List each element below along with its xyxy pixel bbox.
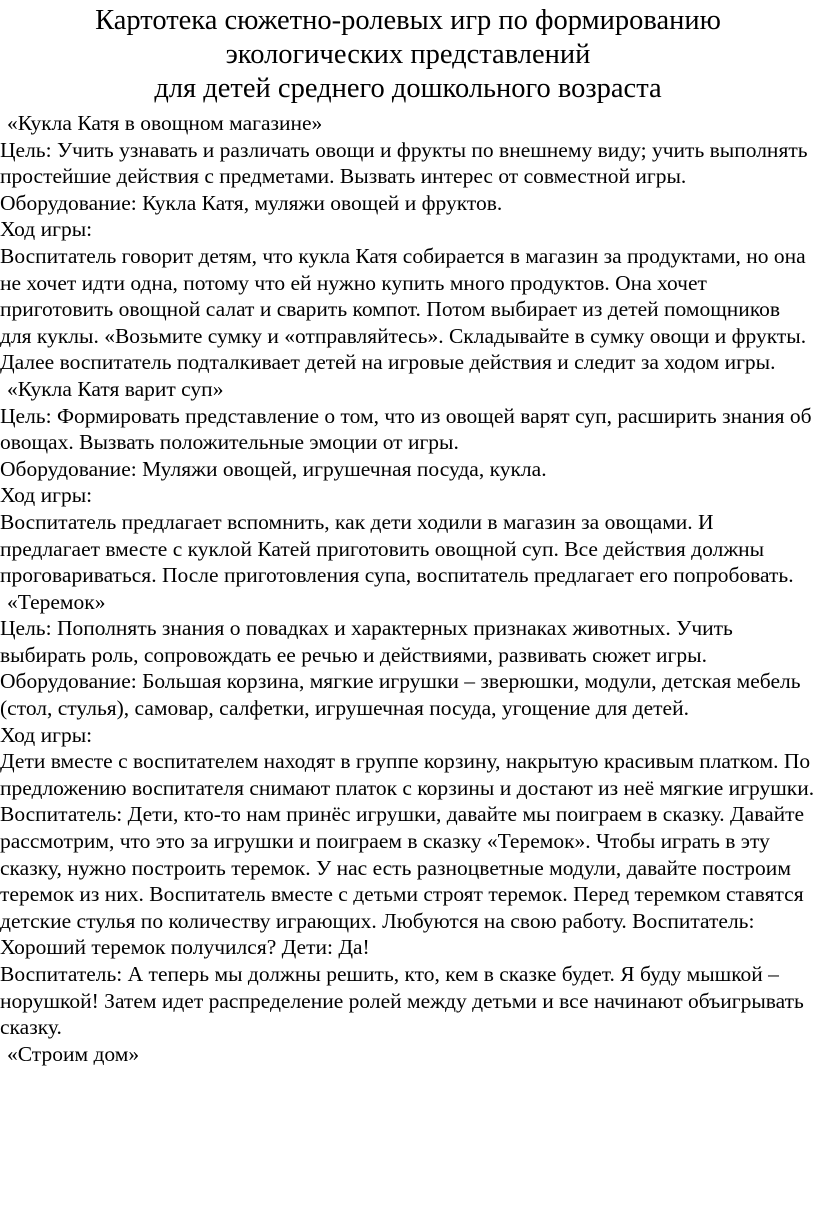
game-course-paragraph: Дети вместе с воспитателем находят в группе корзину, накрытую красивым платком. По предложению воспитателя снимают платок с корзины и достают из неё мягкие игрушки. [0, 749, 815, 800]
game-course-paragraph: Воспитатель: Дети, кто-то нам принёс игрушки, давайте мы поиграем в сказку. Давайте рассмотрим, что это за игрушки и поиграем в сказку «Теремок». Чтобы играть в эту сказку, нужно построить теремок. У нас есть разноцветные модули, давайте построим теремок из них. Воспитатель вместе с детьми строят теремок. Перед теремком ставятся детские стулья по количеству играющих. Любуются на свою работу. Воспитатель: Хороший теремок получился? Дети: Да! [0, 802, 805, 960]
game-course-label: Ход игры: [0, 217, 93, 242]
game-title-doll-katya-soup: «Кукла Катя варит суп» [7, 376, 224, 401]
title-line-2: экологических представлений [225, 39, 591, 70]
game-equipment: Оборудование: Муляжи овощей, игрушечная посуда, кукла. [0, 456, 547, 481]
game-course-paragraph: Воспитатель говорит детям, что кукла Катя собирается в магазин за продуктами, но она не хочет идти одна, потому что ей нужно купить много продуктов. Она хочет приготовить овощной салат и сварить компот. Потом выбирает из детей помощников для куклы. «Возьмите сумку и «отправляйтесь». Складывайте в сумку овощи и фрукты. Далее воспитатель подталкивает детей на игровые действия и следит за ходом игры. [0, 243, 807, 375]
game-title-building-house: «Строим дом» [7, 1041, 140, 1066]
document-body [0, 110, 816, 1067]
game-goal: Цель: Формировать представление о том, что из овощей варят суп, расширить знания об овощах. Вызвать положительные эмоции от игры. [0, 403, 812, 455]
game-equipment: Оборудование: Большая корзина, мягкие игрушки – зверюшки, модули, детская мебель (стол, стулья), самовар, салфетки, игрушечная посуда, угощение для детей. [0, 669, 801, 721]
document-title [0, 4, 816, 106]
game-course-paragraph: Воспитатель: А теперь мы должны решить, кто, кем в сказке будет. Я буду мышкой – норушкой! Затем идет распределение ролей между детьми и все начинают объигрывать сказку. [0, 962, 804, 1040]
game-equipment: Оборудование: Кукла Катя, муляжи овощей и фруктов. [0, 190, 503, 215]
game-title-teremok: «Теремок» [7, 589, 106, 614]
game-title-doll-katya-store: «Кукла Катя в овощном магазине» [7, 111, 323, 135]
game-course-paragraph: Воспитатель предлагает вспомнить, как дети ходили в магазин за овощами. И предлагает вместе с куклой Катей приготовить овощной суп. Все действия должны проговариваться. После приготовления супа, воспитатель предлагает его попробовать. [0, 509, 794, 588]
title-line-3: для детей среднего дошкольного возраста [154, 73, 662, 104]
title-line-1: Картотека сюжетно-ролевых игр по формированию [95, 5, 721, 36]
game-course-label: Ход игры: [0, 722, 93, 747]
game-goal: Цель: Пополнять знания о повадках и характерных признаках животных. Учить выбирать роль, сопровождать ее речью и действиями, развивать сюжет игры. [0, 616, 733, 667]
game-goal: Цель: Учить узнавать и различать овощи и фрукты по внешнему виду; учить выполнять простейшие действия с предметами. Вызвать интерес от совместной игры. [0, 137, 808, 189]
game-course-label: Ход игры: [0, 483, 93, 508]
